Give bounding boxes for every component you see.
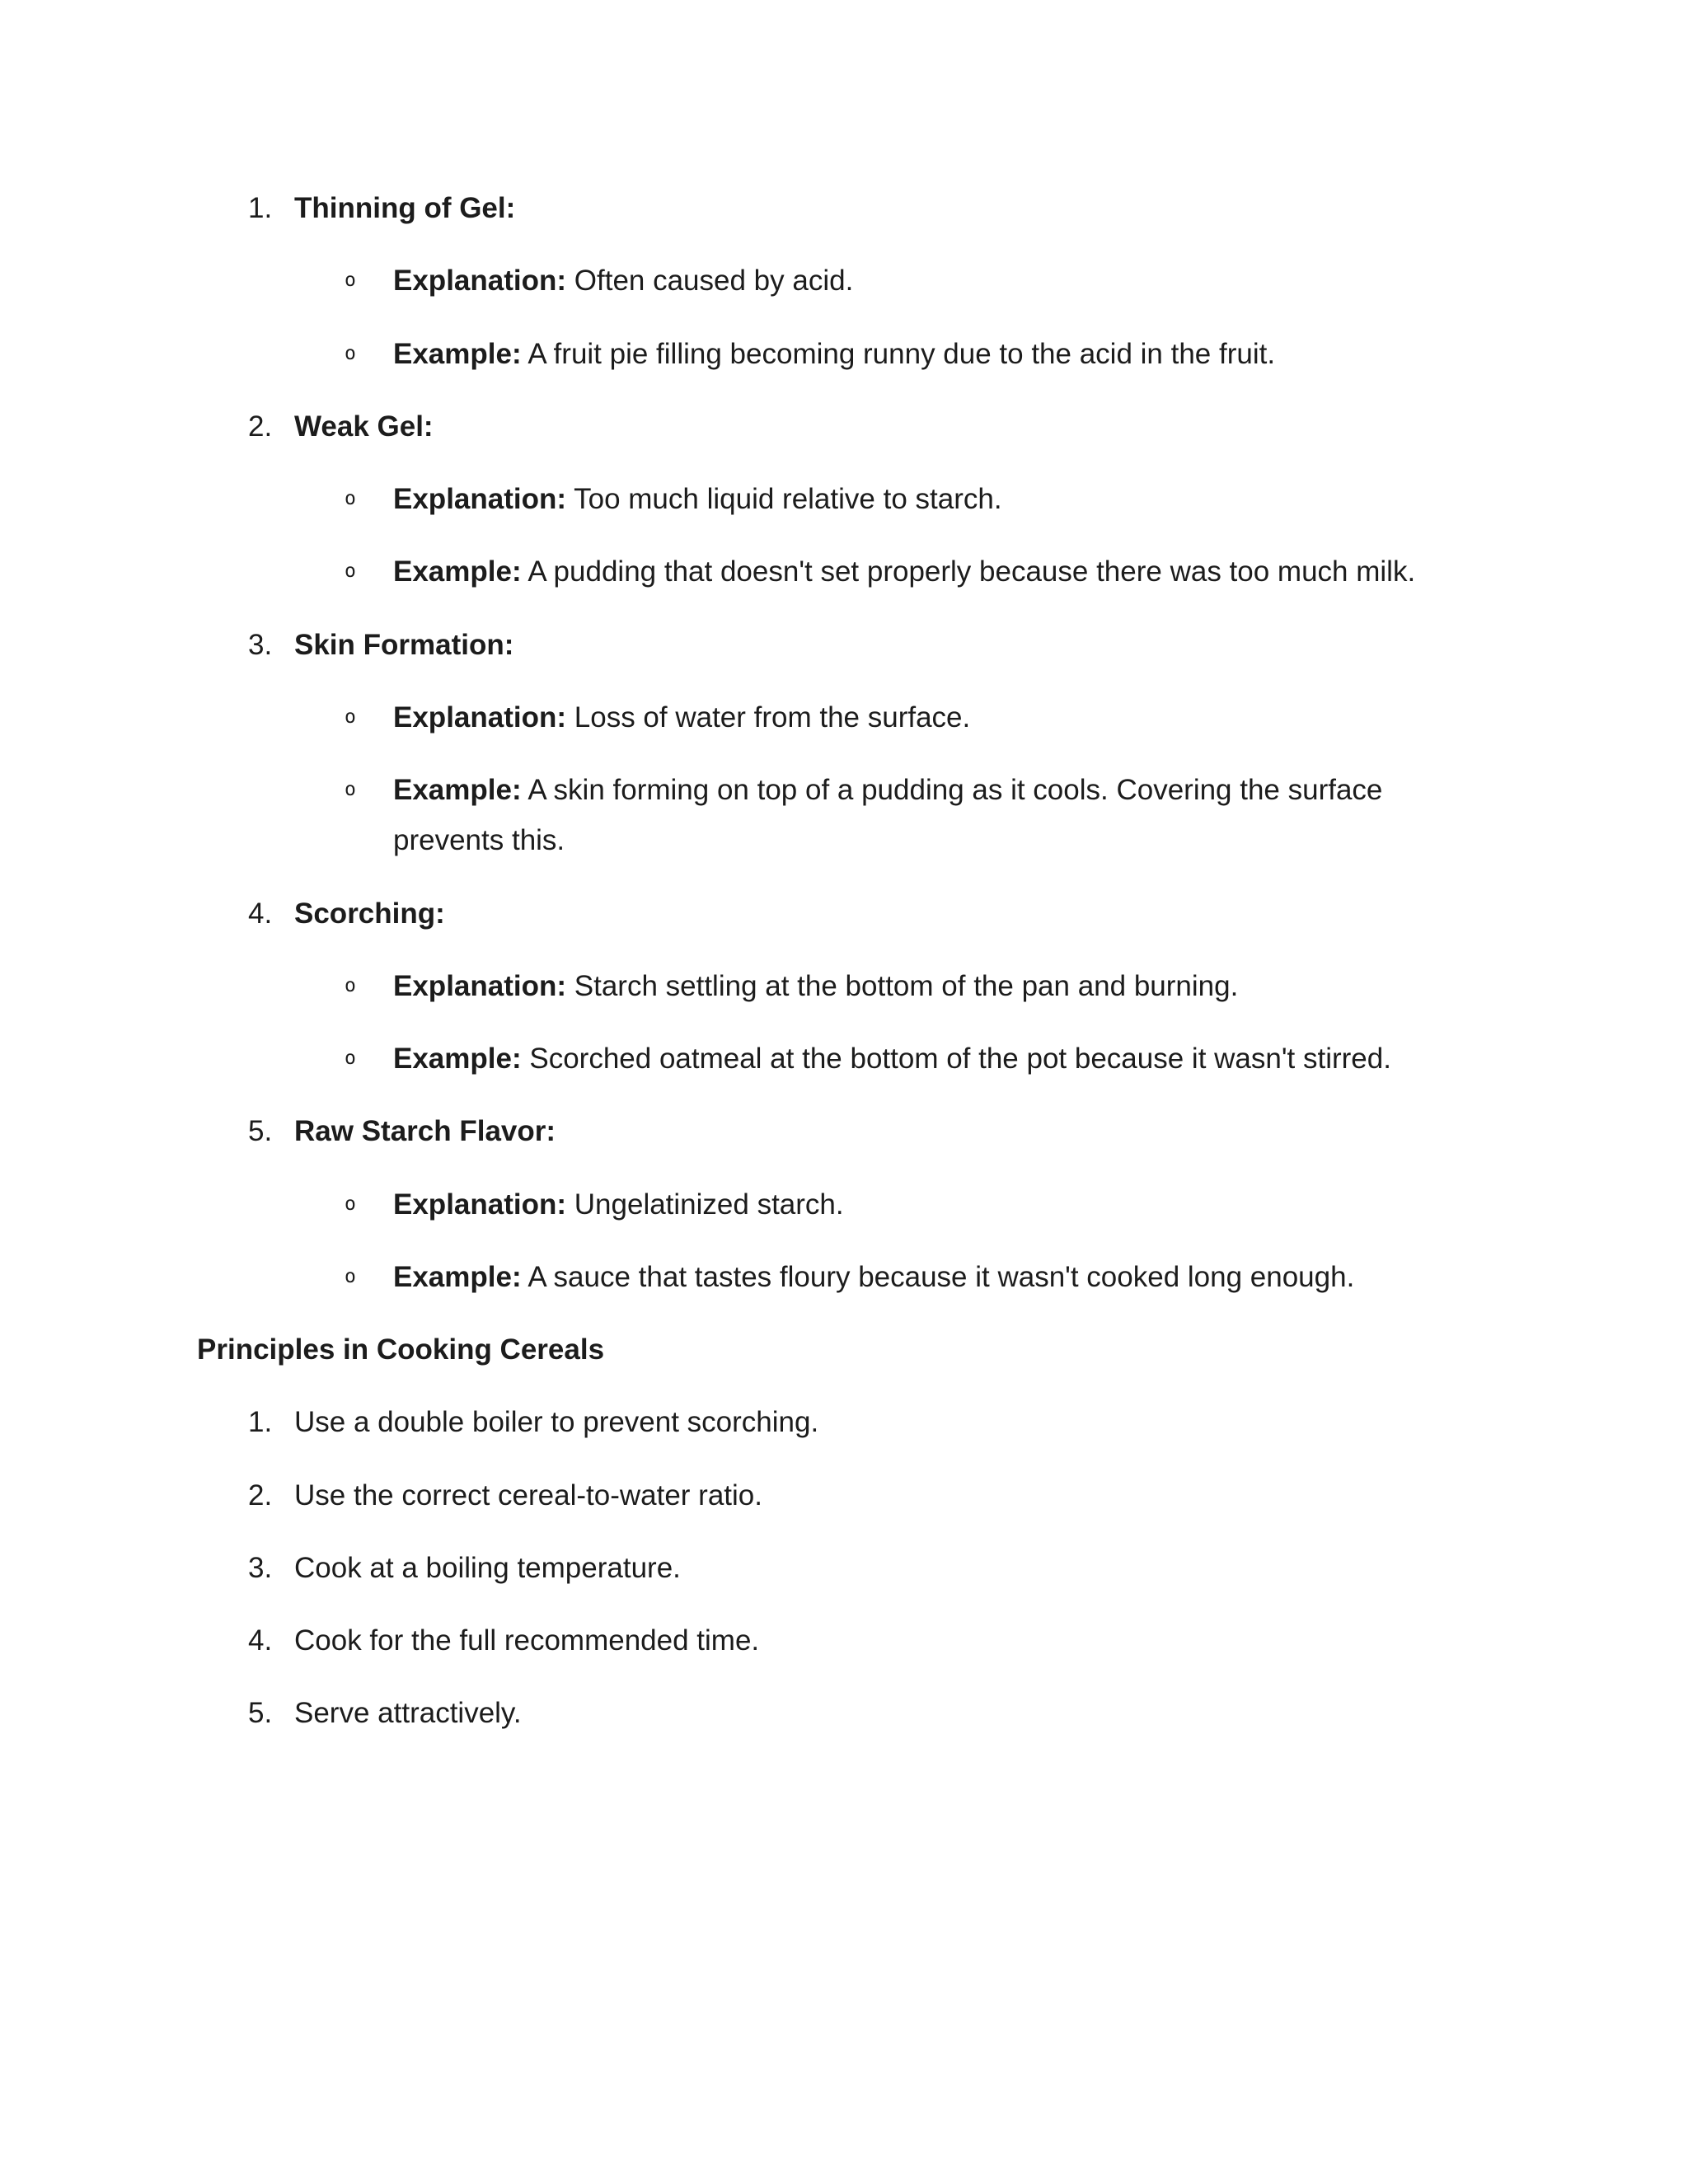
- list-item-title-row: [248, 183, 1482, 233]
- list-item-title-row: [248, 401, 1482, 452]
- principle-text: Cook at a boiling temperature.: [294, 1551, 681, 1584]
- explanation-row: [345, 692, 1482, 743]
- explanation-text: [393, 474, 1002, 524]
- section-heading: Principles in Cooking Cereals: [197, 1333, 605, 1366]
- example-text: [393, 546, 1415, 597]
- explanation-value: Starch settling at the bottom of the pan and burning.: [574, 969, 1239, 1002]
- example-value: A sauce that tastes floury because it wasn't cooked long enough.: [528, 1260, 1355, 1293]
- circle-bullet-icon: o: [345, 1193, 356, 1215]
- explanation-row: [345, 1179, 1482, 1230]
- list-item-title-row: [248, 620, 1482, 670]
- example-value: A fruit pie filling becoming runny due to the acid in the fruit.: [528, 337, 1276, 370]
- explanation-value: Ungelatinized starch.: [574, 1188, 844, 1221]
- item-title: Skin Formation:: [294, 628, 514, 661]
- explanation-row: [345, 255, 1482, 306]
- explanation-value: Too much liquid relative to starch.: [574, 483, 1002, 515]
- principle-text: Serve attractively.: [294, 1697, 522, 1730]
- explanation-value: Loss of water from the surface.: [574, 701, 971, 733]
- circle-bullet-icon: o: [345, 488, 356, 509]
- example-text: [393, 765, 1475, 866]
- example-row: [345, 329, 1482, 379]
- explanation-text: [393, 255, 853, 306]
- example-label: Example:: [393, 337, 522, 370]
- item-number: 3.: [248, 1551, 273, 1584]
- explanation-value: Often caused by acid.: [574, 265, 854, 298]
- list-item: [248, 1688, 1482, 1738]
- item-title: Weak Gel:: [294, 410, 434, 443]
- item-number: 3.: [248, 628, 273, 661]
- example-row: [345, 1033, 1482, 1084]
- explanation-text: [393, 961, 1238, 1011]
- principle-text: Use the correct cereal-to-water ratio.: [294, 1479, 762, 1511]
- example-row: [345, 1252, 1482, 1302]
- list-item: [248, 1615, 1482, 1666]
- item-number: 4.: [248, 897, 273, 930]
- list-item-title-row: [248, 888, 1482, 939]
- example-text: [393, 1252, 1354, 1302]
- principles-list: [197, 1397, 1482, 1738]
- explanation-row: [345, 474, 1482, 524]
- explanation-row: [345, 961, 1482, 1011]
- explanation-label: Explanation:: [393, 701, 567, 733]
- example-value: Scorched oatmeal at the bottom of the pot because it wasn't stirred.: [529, 1043, 1391, 1075]
- list-item-title-row: [248, 1106, 1482, 1156]
- item-title: Thinning of Gel:: [294, 192, 516, 224]
- item-number: 2.: [248, 410, 273, 443]
- circle-bullet-icon: o: [345, 1047, 356, 1069]
- item-number: 1.: [248, 192, 273, 224]
- list-item: [248, 1543, 1482, 1593]
- list-item: [248, 1470, 1482, 1521]
- item-number: 1.: [248, 1406, 273, 1439]
- example-value: A pudding that doesn't set properly because there was too much milk.: [528, 555, 1416, 588]
- example-text: [393, 329, 1275, 379]
- circle-bullet-icon: o: [345, 779, 356, 800]
- example-label: Example:: [393, 1043, 522, 1075]
- item-number: 5.: [248, 1697, 273, 1730]
- list-item: [248, 1397, 1482, 1447]
- item-title: Raw Starch Flavor:: [294, 1115, 556, 1148]
- circle-bullet-icon: o: [345, 974, 356, 996]
- circle-bullet-icon: o: [345, 269, 356, 292]
- circle-bullet-icon: o: [345, 705, 356, 728]
- item-number: 4.: [248, 1624, 273, 1657]
- example-label: Example:: [393, 555, 522, 588]
- explanation-label: Explanation:: [393, 969, 567, 1002]
- principle-text: Use a double boiler to prevent scorching.: [294, 1406, 819, 1439]
- example-value: A skin forming on top of a pudding as it cools. Covering the surface prevents this.: [393, 774, 1383, 857]
- principle-text: Cook for the full recommended time.: [294, 1624, 760, 1657]
- example-row: [345, 765, 1482, 866]
- explanation-text: [393, 1179, 844, 1230]
- starch-problems-list: [197, 183, 1482, 1302]
- explanation-label: Explanation:: [393, 1188, 567, 1221]
- item-number: 2.: [248, 1479, 273, 1511]
- circle-bullet-icon: o: [345, 560, 356, 583]
- explanation-text: [393, 692, 970, 743]
- circle-bullet-icon: o: [345, 1265, 356, 1287]
- item-number: 5.: [248, 1115, 273, 1148]
- example-text: [393, 1033, 1391, 1084]
- item-title: Scorching:: [294, 897, 445, 930]
- explanation-label: Explanation:: [393, 265, 567, 298]
- circle-bullet-icon: o: [345, 342, 356, 364]
- explanation-label: Explanation:: [393, 483, 567, 515]
- example-row: [345, 546, 1482, 597]
- example-label: Example:: [393, 774, 522, 806]
- example-label: Example:: [393, 1260, 522, 1293]
